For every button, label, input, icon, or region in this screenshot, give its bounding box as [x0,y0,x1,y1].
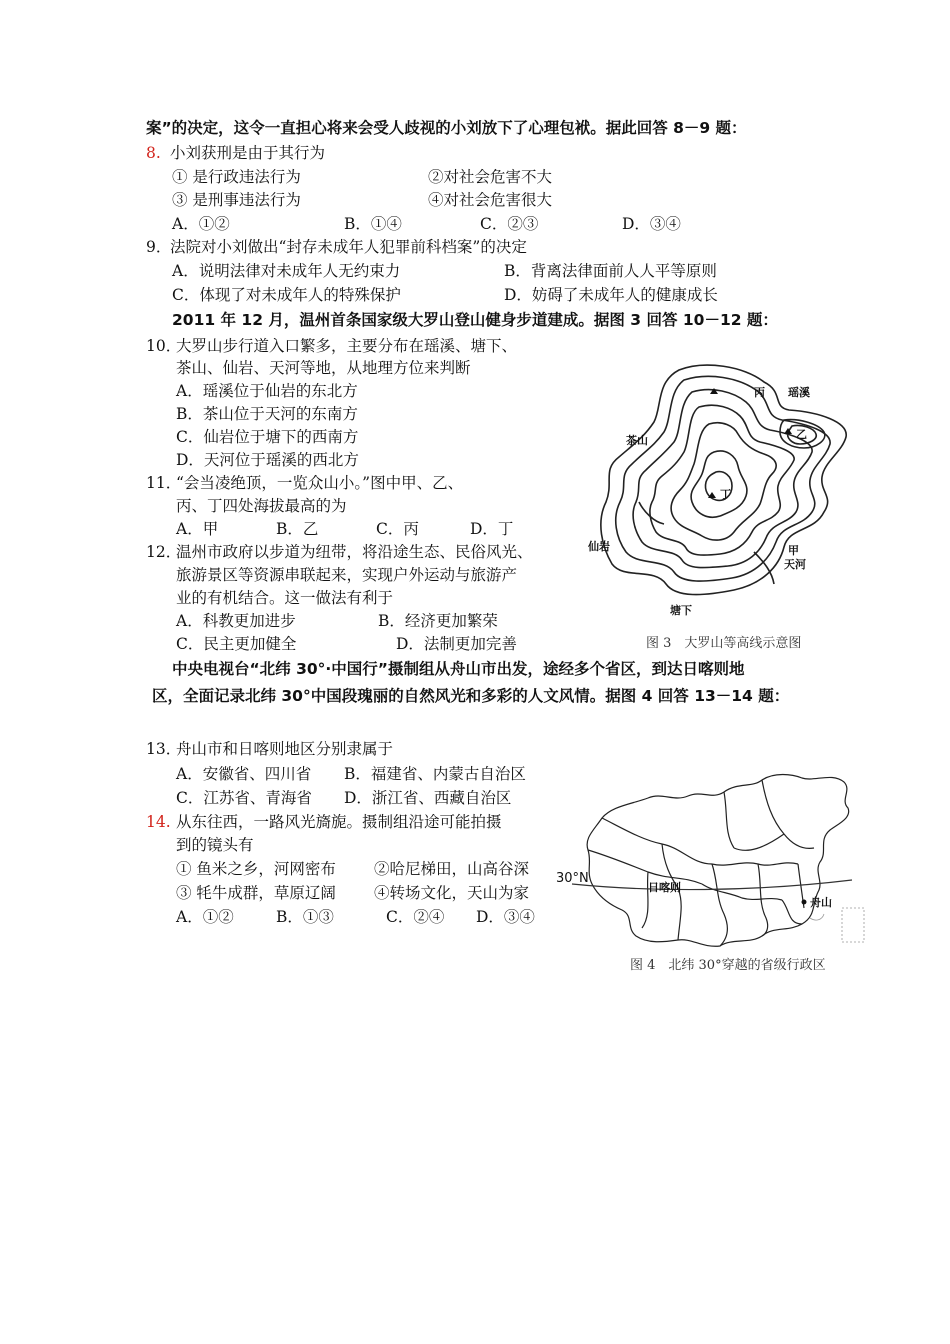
q14-stem-line-1: 从东往西，一路风光旖旎。摄制组沿途可能拍摄 [176,813,502,831]
map-label-zhoushan: 舟山 [810,896,832,909]
q12-stem-line-2: 旅游景区等资源串联起来，实现户外运动与旅游产 [176,566,518,584]
q11-option-c: C．丙 [376,520,419,538]
q10-stem-line-1: 大罗山步行道入口繁多，主要分布在瑶溪、塘下、 [176,337,518,355]
map-label-ding: 丁 [720,488,731,501]
map-label-tangxia: 塘下 [670,604,692,617]
latitude-30-line [572,880,852,890]
q10-stem-line-2: 茶山、仙岩、天河等地，从地理方位来判断 [176,359,471,377]
q8-option-a: A．①② [172,215,230,233]
q14-item-1: ① 鱼米之乡，河网密布 [176,860,336,878]
figure-4-caption: 图 4 北纬 30°穿越的省级行政区 [630,958,826,973]
map-label-rikaze: 日喀则 [648,881,681,894]
q11-option-b: B．乙 [276,520,319,538]
q10-option-d: D．天河位于瑶溪的西北方 [176,451,359,469]
q11-option-a: A．甲 [176,520,219,538]
q12-option-b: B．经济更加繁荣 [378,612,498,630]
q8-item-3: ③ 是刑事违法行为 [172,191,301,209]
map-label-chashan: 茶山 [626,434,648,447]
q12-option-d: D．法制更加完善 [396,635,517,653]
q12-option-c: C．民主更加健全 [176,635,297,653]
q12-number: 12． [146,543,182,561]
passage-3-line-1: 中央电视台“北纬 30°·中国行”摄制组从舟山市出发，途经多个省区，到达日喀则地 [172,660,745,678]
q13-option-c: C．江苏省、青海省 [176,789,312,807]
q11-stem-line-2: 丙、丁四处海拔最高的为 [176,497,347,515]
q11-option-d: D．丁 [470,520,514,538]
map-label-bing: 丙 [754,386,765,399]
q13-stem: 舟山市和日喀则地区分别隶属于 [176,740,394,758]
q10-number: 10． [146,337,182,355]
q11-number: 11． [146,474,182,492]
q8-option-c: C．②③ [480,215,539,233]
q9-option-b: B．背离法律面前人人平等原则 [504,262,717,280]
intro-line: 案”的决定，这令一直担心将来会受人歧视的小刘放下了心理包袱。据此回答 8－9 题： [146,119,747,137]
contour-map-svg [584,352,854,622]
q14-option-a: A．①② [176,908,234,926]
q14-number: 14. [146,813,171,831]
q9-number: 9． [146,238,172,256]
passage-2: 2011 年 12 月，温州首条国家级大罗山登山健身步道建成。据图 3 回答 10－12 题： [172,311,778,329]
q8-item-4: ④对社会危害很大 [428,191,553,209]
q9-option-c: C．体现了对未成年人的特殊保护 [172,286,401,304]
q8-option-b: B．①④ [344,215,402,233]
q8-item-1: ① 是行政违法行为 [172,168,301,186]
map-label-yi: 乙 [796,428,807,441]
zhoushan-marker [802,900,807,905]
map-label-jia: 甲 [788,544,799,557]
q10-option-a: A．瑶溪位于仙岩的东北方 [176,382,358,400]
q14-item-4: ④转场文化，天山为家 [374,884,530,902]
q8-stem: 小刘获刑是由于其行为 [170,144,326,162]
q9-stem: 法院对小刘做出“封存未成年人犯罪前科档案”的决定 [170,238,527,256]
q14-option-d: D．③④ [476,908,535,926]
q12-stem-line-3: 业的有机结合。这一做法有利于 [176,589,394,607]
q14-option-b: B．①③ [276,908,334,926]
q13-number: 13． [146,740,182,758]
q12-option-a: A．科教更加进步 [176,612,296,630]
passage-3-line-2: 区，全面记录北纬 30°中国段瑰丽的自然风光和多彩的人文风情。据图 4 回答 13－14 题： [152,687,790,705]
q9-option-d: D．妨碍了未成年人的健康成长 [504,286,718,304]
map-label-tianhe: 天河 [784,558,806,571]
q14-stem-line-2: 到的镜头有 [176,836,254,854]
map-label-xianyan: 仙岩 [588,540,610,553]
q9-option-a: A．说明法律对未成年人无约束力 [172,262,401,280]
q8-number: 8. [146,144,161,162]
china-map-svg [552,768,882,948]
q11-stem-line-1: “会当凌绝顶，一览众山小。”图中甲、乙、 [176,474,464,492]
q8-option-d: D．③④ [622,215,681,233]
q13-option-d: D．浙江省、西藏自治区 [344,789,512,807]
figure-3-caption: 图 3 大罗山等高线示意图 [646,636,802,651]
q14-option-c: C．②④ [386,908,445,926]
map-label-yaoxi: 瑶溪 [788,386,810,399]
q13-option-a: A．安徽省、四川省 [176,765,312,783]
q14-item-2: ②哈尼梯田，山高谷深 [374,860,530,878]
q12-stem-line-1: 温州市政府以步道为纽带，将沿途生态、民俗风光、 [176,543,533,561]
latitude-label: 30°N [556,871,589,886]
figure-4-china-map [552,768,882,948]
q10-option-c: C．仙岩位于塘下的西南方 [176,428,359,446]
q13-option-b: B．福建省、内蒙古自治区 [344,765,526,783]
figure-3-contour-map [584,352,854,622]
q14-item-3: ③ 牦牛成群，草原辽阔 [176,884,336,902]
q8-item-2: ②对社会危害不大 [428,168,553,186]
q10-option-b: B．茶山位于天河的东南方 [176,405,358,423]
